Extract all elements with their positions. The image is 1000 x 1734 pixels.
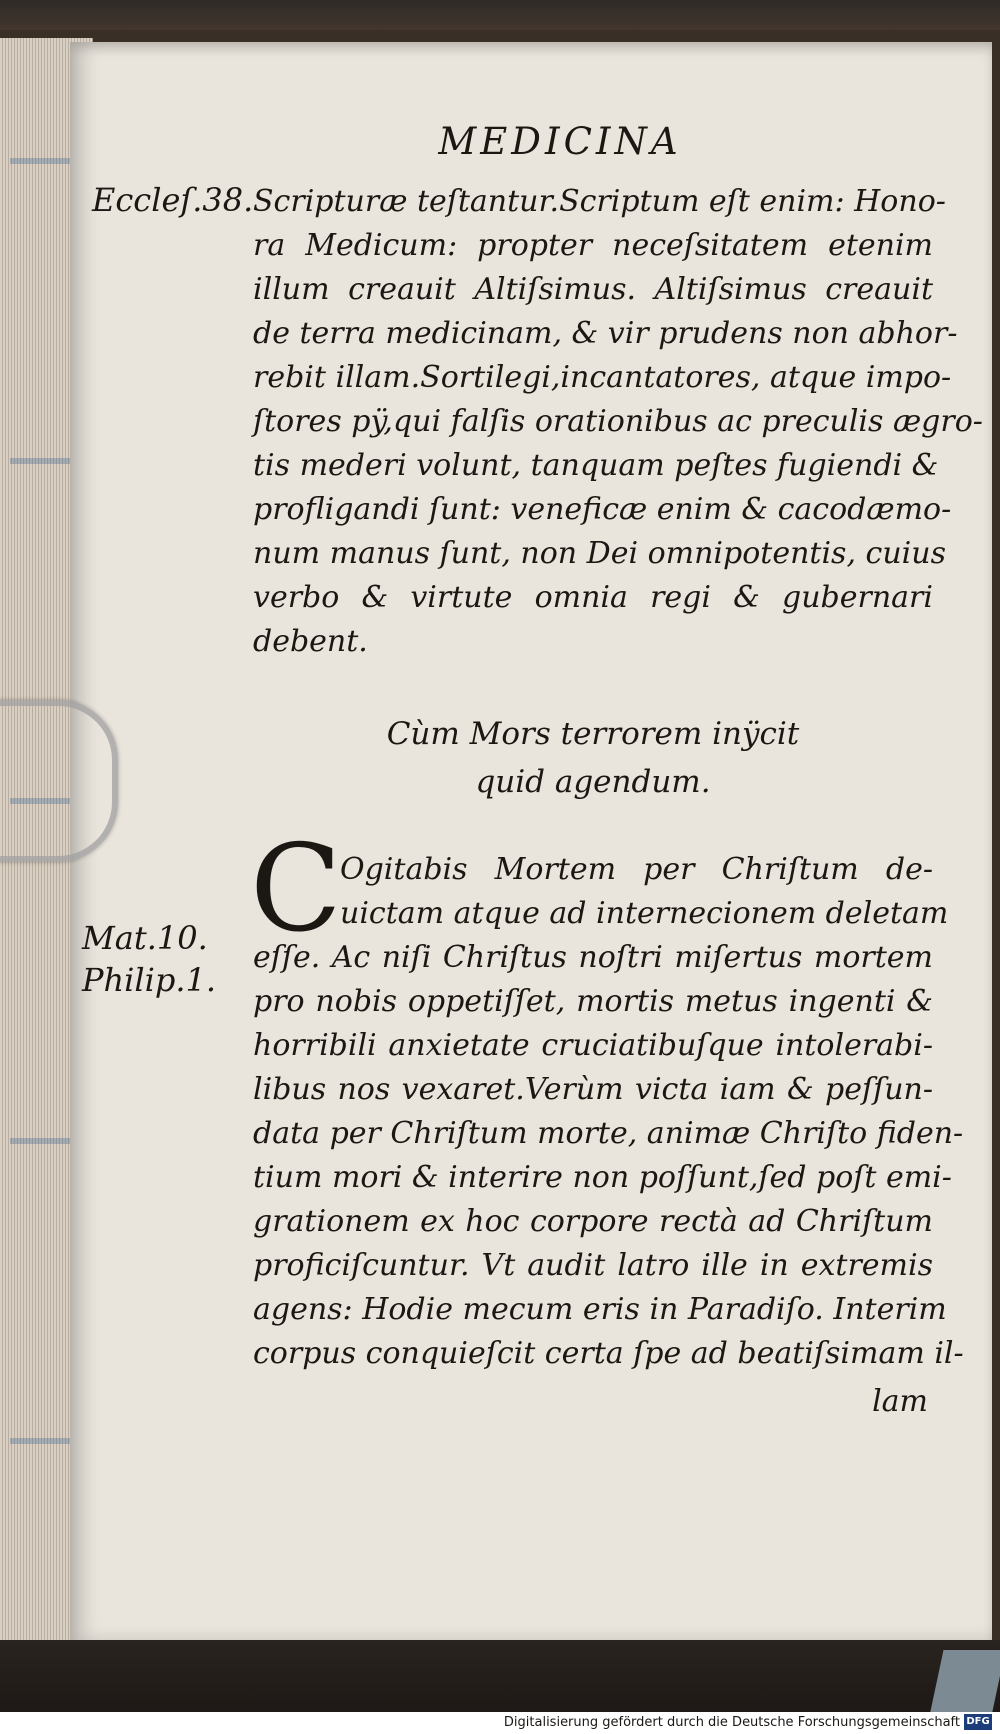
section-heading-line: Cùm Mors terrorem inÿcit xyxy=(386,716,800,752)
paragraph1-line: num manus ſunt, non Dei omnipotentis, cuius xyxy=(253,536,946,571)
paragraph2-line: pro nobis oppetiſſet, mortis metus ingenti & xyxy=(253,984,933,1019)
paragraph2-line: Ogitabis Mortem per Chriſtum de- xyxy=(340,852,933,887)
paragraph2-line: horribili anxietate cruciatibuſque intolerabi- xyxy=(253,1028,933,1063)
section-heading-line: quid agendum. xyxy=(475,764,711,800)
paragraph1-line: profligandi ſunt: veneficæ enim & cacodæmo- xyxy=(253,492,952,527)
paragraph2-line: corpus conquieſcit certa ſpe ad beatiſsimam il- xyxy=(253,1336,964,1371)
running-head: MEDICINA xyxy=(438,120,682,163)
paragraph1-line: illum creauit Altiſsimus. Altiſsimus creauit xyxy=(253,272,933,307)
paragraph1-line: debent. xyxy=(253,624,368,659)
paragraph1-line: de terra medicinam, & vir prudens non abhor- xyxy=(253,316,958,351)
catchword: lam xyxy=(872,1384,928,1419)
book-bottom-board xyxy=(0,1640,1000,1715)
margin-note-philip: Philip.1. xyxy=(82,961,217,999)
paragraph2-line: data per Chriſtum morte, animæ Chriſto fiden- xyxy=(253,1116,964,1151)
paragraph1-line: Scripturæ teſtantur.Scriptum eſt enim: Hono- xyxy=(253,184,946,219)
paragraph2-line: tium mori & interire non poſſunt,ſed poſt emi- xyxy=(253,1160,952,1195)
digitization-credit: Digitalisierung gefördert durch die Deutsche Forschungsgemeinschaft xyxy=(503,1715,960,1730)
paragraph1-line: rebit illam.Sortilegi,incantatores, atque impo- xyxy=(253,360,952,395)
paragraph2-line: uictam atque ad internecionem deletam xyxy=(340,896,949,931)
paragraph2-line: eſſe. Ac niſi Chriſtus noſtri miſertus mortem xyxy=(253,940,933,975)
paragraph1-line: verbo & virtute omnia regi & gubernari xyxy=(253,580,933,615)
paragraph1-line: ſtores pÿ,qui falſis orationibus ac preculis ægro- xyxy=(253,404,983,439)
paragraph1-line: tis mederi volunt, tanquam peſtes fugiendi & xyxy=(253,448,939,483)
paragraph2-line: proficiſcuntur. Vt audit latro ille in extremis xyxy=(253,1248,933,1283)
drop-cap-initial: C xyxy=(250,820,342,959)
paragraph2-line: libus nos vexaret.Verùm victa iam & peſſun- xyxy=(253,1072,933,1107)
paragraph2-line: agens: Hodie mecum eris in Paradiſo. Interim xyxy=(253,1292,947,1327)
margin-note-mat: Mat.10. xyxy=(82,919,208,957)
margin-note-eccles: Eccleſ.38. xyxy=(92,181,254,219)
paragraph1-line: ra Medicum: propter neceſsitatem etenim xyxy=(253,228,933,263)
paragraph2-line: grationem ex hoc corpore rectà ad Chriſtum xyxy=(253,1204,933,1239)
page-clip xyxy=(0,700,118,862)
dfg-logo-icon: DFG xyxy=(964,1714,992,1730)
